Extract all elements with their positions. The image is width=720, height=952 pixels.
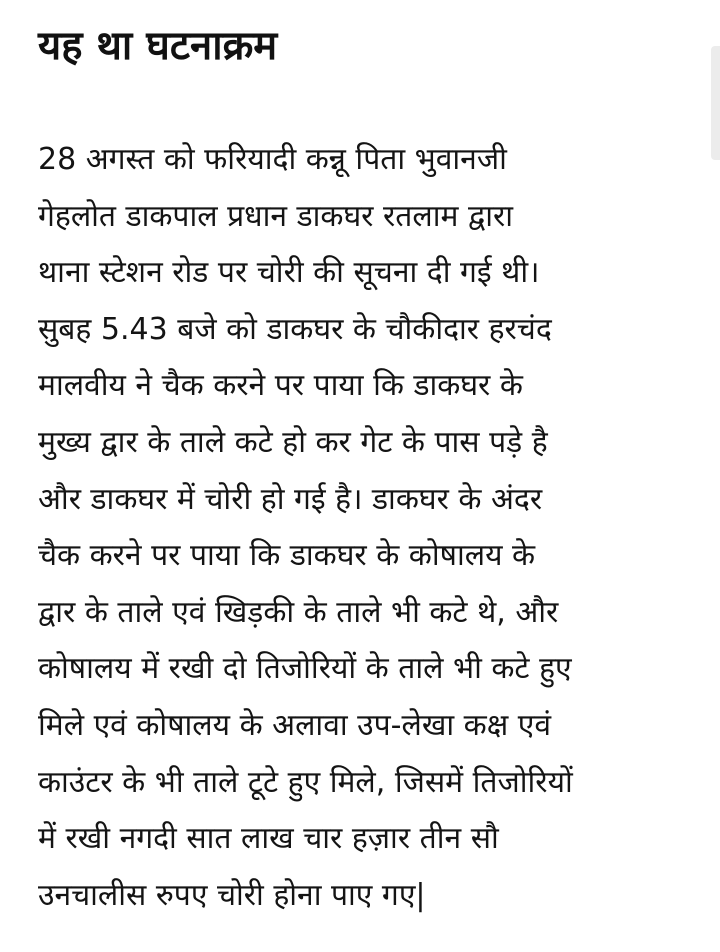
body-line-4: सुबह 5.43 बजे को डाकघर के चौकीदार हरचंद bbox=[38, 311, 552, 347]
body-line-3: थाना स्टेशन रोड पर चोरी की सूचना दी गई थी। bbox=[38, 255, 540, 291]
body-line-9: द्वार के ताले एवं खिड़की के ताले भी कटे थे, और bbox=[38, 594, 559, 630]
body-line-14: उनचालीस रुपए चोरी होना पाए गए| bbox=[38, 877, 426, 913]
article-body bbox=[38, 132, 698, 924]
body-line-7: और डाकघर में चोरी हो गई है। डाकघर के अंदर bbox=[38, 481, 543, 517]
body-line-12: काउंटर के भी ताले टूटे हुए मिले, जिसमें तिजोरियों bbox=[38, 764, 573, 800]
scrollbar[interactable] bbox=[711, 46, 720, 160]
body-line-5: मालवीय ने चैक करने पर पाया कि डाकघर के bbox=[38, 368, 523, 404]
body-line-1: 28 अगस्त को फरियादी कन्नू पिता भुवानजी bbox=[38, 142, 507, 177]
body-line-10: कोषालय में रखी दो तिजोरियों के ताले भी कटे हुए bbox=[38, 651, 572, 687]
article-headline: यह था घटनाक्रम bbox=[38, 23, 278, 69]
body-line-6: मुख्य द्वार के ताले कटे हो कर गेट के पास पड़े है bbox=[38, 424, 548, 460]
body-line-13: में रखी नगदी सात लाख चार हज़ार तीन सौ bbox=[38, 821, 499, 857]
body-line-2: गेहलोत डाकपाल प्रधान डाकघर रतलाम द्वारा bbox=[38, 198, 514, 234]
body-line-8: चैक करने पर पाया कि डाकघर के कोषालय के bbox=[38, 538, 536, 574]
body-line-11: मिले एवं कोषालय के अलावा उप-लेखा कक्ष एवं bbox=[38, 707, 552, 743]
